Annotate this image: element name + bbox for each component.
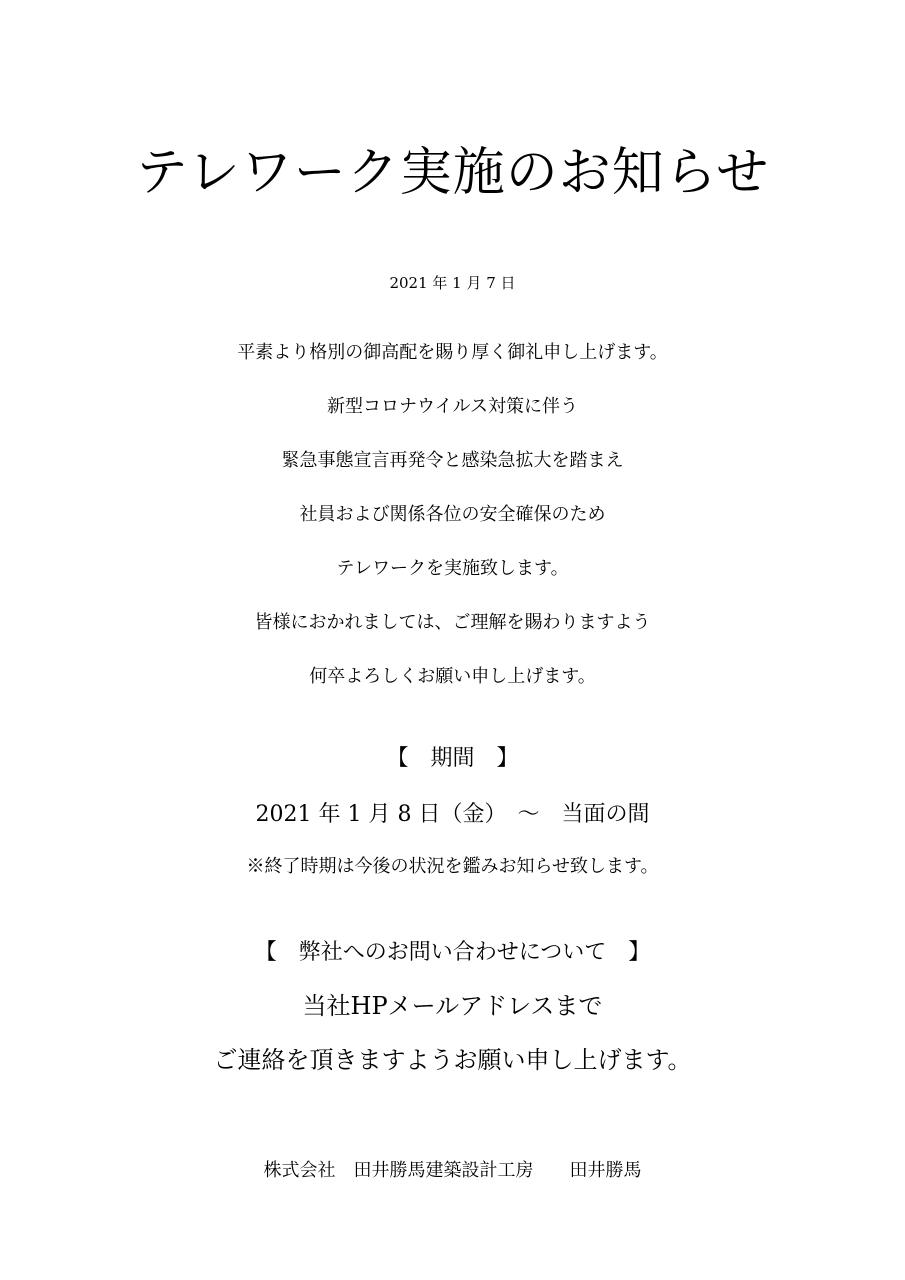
body-line-7: 何卒よろしくお願い申し上げます。 <box>309 666 596 687</box>
body-line-2: 新型コロナウイルス対策に伴う <box>327 396 578 417</box>
period-heading: 【 期間 】 <box>386 746 519 771</box>
period-note: ※終了時期は今後の状況を鑑みお知らせ致します。 <box>246 856 659 877</box>
body-line-4: 社員および関係各位の安全確保のため <box>299 504 606 525</box>
inquiry-heading: 【 弊社へのお問い合わせについて 】 <box>254 940 651 965</box>
period-value: 2021 年 1 月 8 日（金） ～ 当面の間 <box>255 802 650 827</box>
signature: 株式会社 田井勝馬建築設計工房 田井勝馬 <box>263 1160 642 1181</box>
body-line-5: テレワークを実施致します。 <box>336 558 569 579</box>
body-line-3: 緊急事態宣言再発令と感染急拡大を踏まえ <box>281 450 624 471</box>
notice-date: 2021 年 1 月 7 日 <box>389 274 516 292</box>
body-line-1: 平素より格別の御高配を賜り厚く御礼申し上げます。 <box>237 342 668 363</box>
inquiry-line-1: 当社HPメールアドレスまで <box>302 992 603 1020</box>
inquiry-line-2: ご連絡を頂きますようお願い申し上げます。 <box>213 1046 692 1074</box>
notice-title: テレワーク実施のお知らせ <box>135 143 770 203</box>
body-line-6: 皆様におかれましては、ご理解を賜わりますよう <box>254 612 651 633</box>
